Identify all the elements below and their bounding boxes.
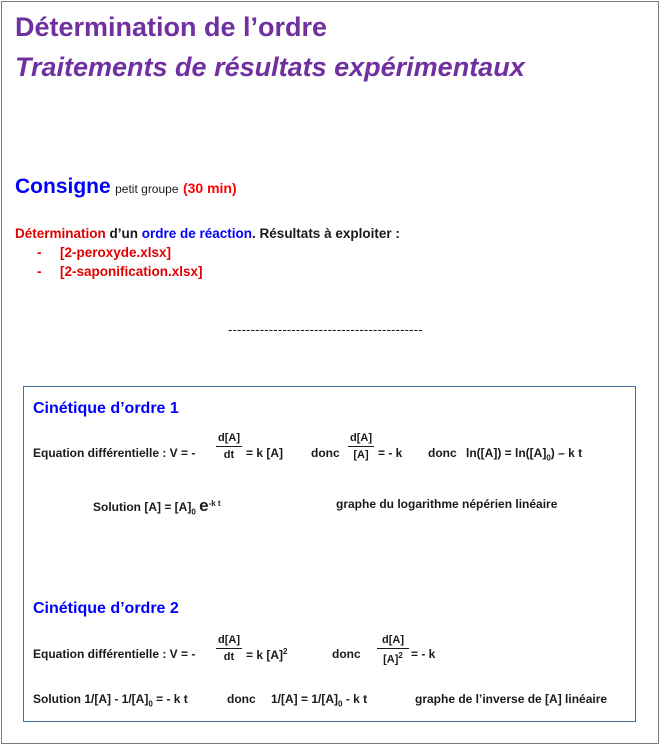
separator-line: ------------------------------------------- [228,322,423,337]
eq-mid-superscript: 2 [283,647,288,656]
order2-heading: Cinétique d’ordre 2 [33,600,179,617]
order1-donc2: donc [428,446,457,460]
intro-order: ordre de réaction [141,226,253,241]
ln-eq-part: ) – k t [550,446,583,460]
intro-determination: Détermination [15,226,106,241]
file-name: [2-saponification.xlsx] [60,264,203,279]
consigne-line [15,175,237,199]
frac-denominator: dt [223,651,235,663]
order1-ln-equation [466,446,582,462]
solution-part: Solution 1/[A] - 1/[A] [33,692,149,706]
order2-frac1 [216,634,242,663]
order2-graph: graphe de l’inverse de [A] linéaire [415,692,608,706]
order1-frac1 [216,432,242,461]
frac-numerator: d[A] [216,432,242,447]
consigne-label: Consigne [15,175,111,198]
formula-box [23,386,636,722]
order1-eq-mid: = k [A] [246,446,284,460]
order2-frac2 [377,634,409,666]
frac-den-part: [A] [383,653,399,666]
order1-eq-mid2: = - k [378,446,403,460]
solution-part: 1/[A] = 1/[A] [271,692,339,706]
solution-exp-base: e [199,496,209,515]
eq-mid-part: = k [A] [246,648,284,662]
page-title: Détermination de l’ordre [15,12,328,42]
solution-subscript: 0 [191,507,196,517]
intro-results: . Résultats à exploiter : [252,226,400,241]
order2-donc2: donc [227,692,256,706]
order2-donc1: donc [332,647,361,661]
consigne-duration: (30 min) [182,180,237,196]
order1-eq-prefix: Equation différentielle : V = - [33,446,196,460]
frac-numerator: d[A] [216,634,242,649]
frac-denominator: [A] [353,449,369,461]
intro-text: d’un [105,226,142,241]
list-bullet: - [37,245,42,260]
order1-graph: graphe du logarithme népérien linéaire [336,497,558,511]
intro-line [15,226,400,241]
order2-solution2 [271,692,367,708]
ln-eq-part: ln([A]) = ln([A] [466,446,547,460]
solution-subscript: 0 [148,699,153,709]
order1-frac2 [348,432,374,461]
order2-eq-mid2: = - k [411,647,436,661]
solution-subscript: 0 [338,699,343,709]
solution-part: - k t [345,692,368,706]
order2-eq-mid [246,647,287,662]
order1-donc1: donc [311,446,340,460]
order2-eq-prefix: Equation différentielle : V = - [33,647,196,661]
solution-part: = - k t [156,692,188,706]
solution-part: Solution [A] = [A] [93,500,192,514]
list-bullet: - [37,264,42,279]
solution-exponent: -k t [208,499,221,508]
page-subtitle: Traitements de résultats expérimentaux [15,52,525,82]
frac-numerator: d[A] [348,432,374,447]
order1-heading: Cinétique d’ordre 1 [33,400,179,417]
consigne-group: petit groupe [115,182,179,196]
order2-solution [33,692,188,708]
order1-solution [93,496,221,516]
frac-den-superscript: 2 [398,651,403,660]
file-name: [2-peroxyde.xlsx] [60,245,172,260]
list-item [37,245,171,260]
ln-eq-subscript: 0 [546,453,551,463]
frac-numerator: d[A] [377,634,409,649]
frac-denominator: dt [223,449,235,461]
list-item [37,264,203,279]
frac-denominator [377,649,409,666]
